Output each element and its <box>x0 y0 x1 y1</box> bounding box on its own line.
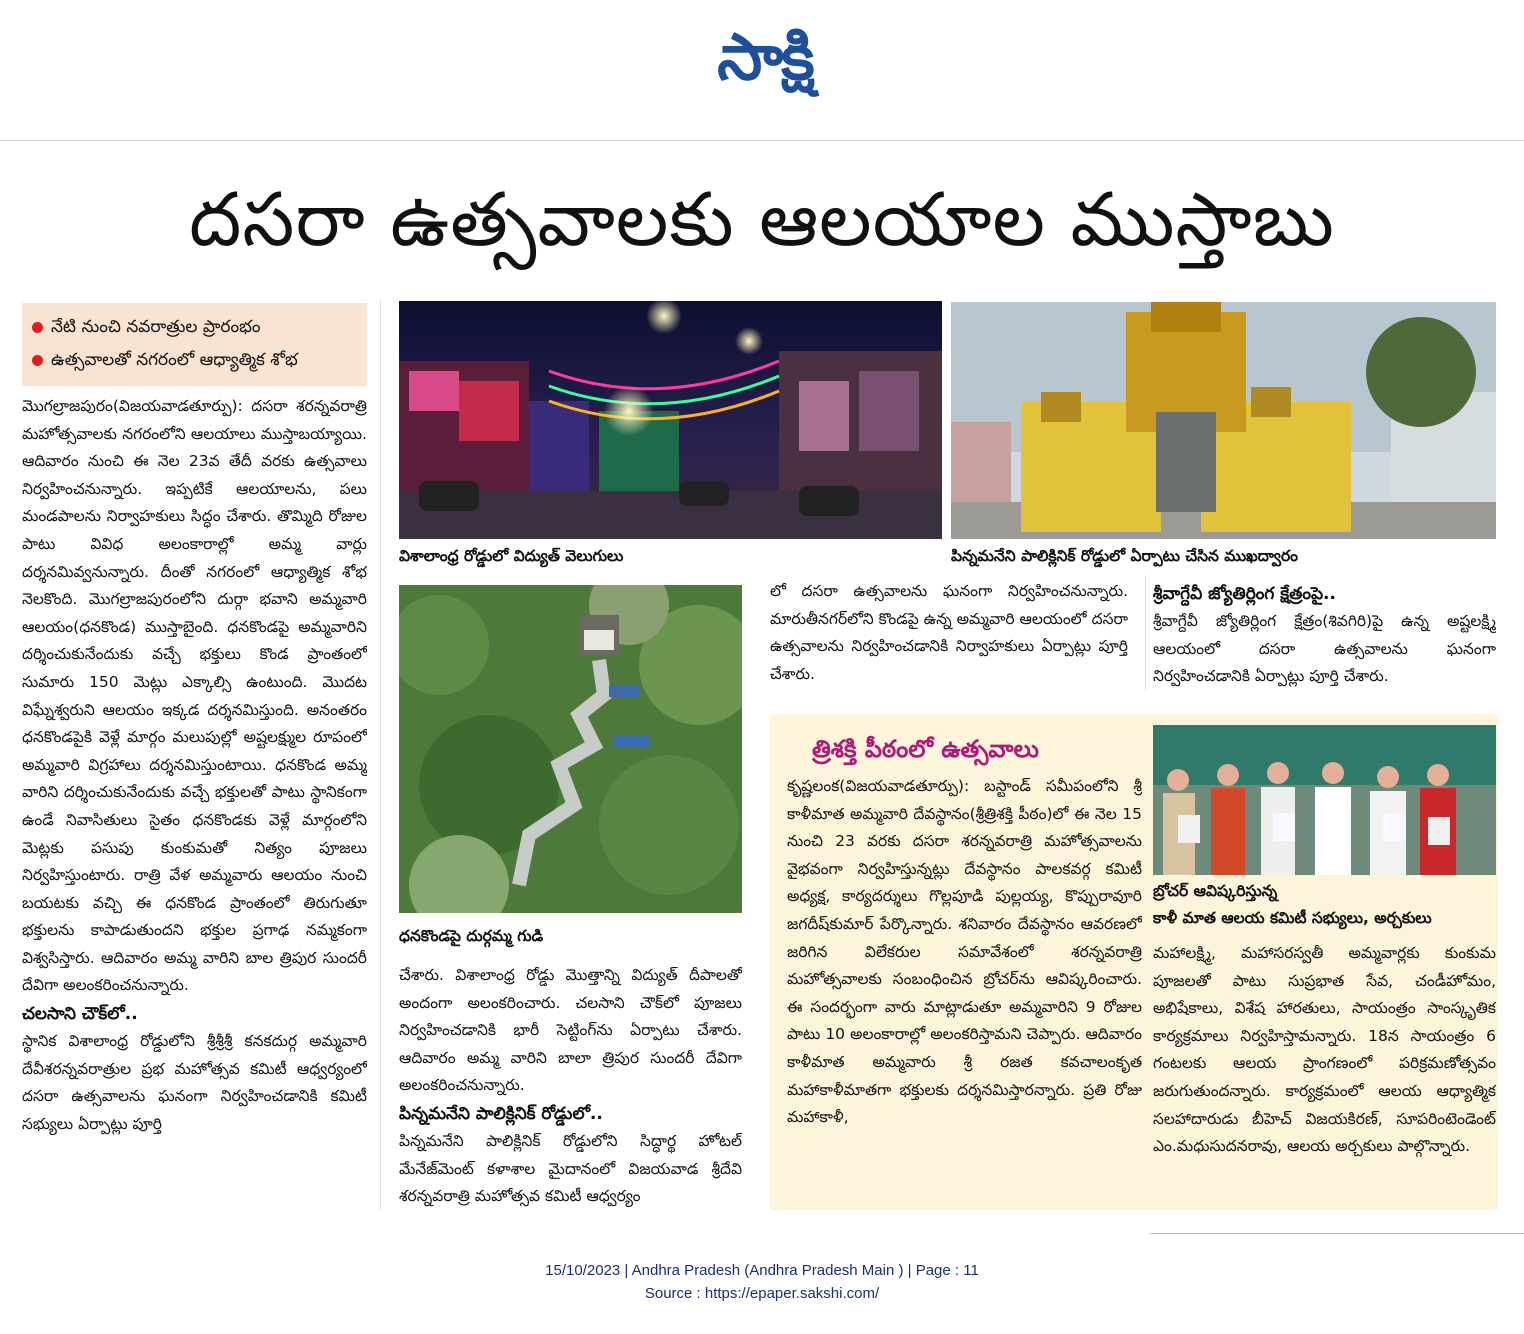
highlight-text: ఉత్సవాలతో నగరంలో ఆధ్యాత్మిక శోభ <box>51 350 298 370</box>
highlight-text: నేటి నుంచి నవరాత్రుల ప్రారంభం <box>51 317 261 337</box>
caption-committee-line-1: బ్రోచర్‌ ఆవిష్కరిస్తున్న <box>1153 882 1278 900</box>
caption-committee-line-2: కాళీ మాత ఆలయ కమిటీ సభ్యులు, అర్చకులు <box>1153 909 1432 927</box>
article-paragraph: శ్రీవాగ్దేవీ జ్యోతిర్లింగ క్షేత్రం(శివగిరి)పై ఉన్న అష్టలక్ష్మి ఆలయంలో దసరా ఉత్సవాలను ఘనంగా నిర్వహించడానికి ఏర్పాట్లు పూర్తి చేశారు. <box>1153 612 1496 686</box>
subheading-vagdevi: శ్రీవాగ్దేవీ జ్యోతిర్లింగ క్షేత్రంపై.. <box>1153 584 1336 604</box>
caption-hill-temple: ధనకొండపై దుర్గమ్మ గుడి <box>399 927 544 945</box>
footer-source-link[interactable]: Source : https://epaper.sakshi.com/ <box>644 1285 880 1302</box>
caption-entrance-arch: పిన్నమనేని పాలిక్లినిక్‌ రోడ్డులో ఏర్పాటు చేసిన ముఖద్వారం <box>951 547 1299 565</box>
article-paragraph: చేశారు. విశాలాంధ్ర రోడ్డు మొత్తాన్ని విద్యుత్‌ దీపాలతో అందంగా అలంకరించారు. చలసాని చౌక్‌లో పూజలు నిర్వహించడానికి భారీ సెట్టింగ్‌ను ఏర్పాటు చేశారు. ఆదివారం అమ్మ వారిని బాలా త్రిపుర సుందరీ దేవిగా అలంకరించనున్నారు. <box>399 966 742 1095</box>
article-column-4 <box>1153 580 1496 695</box>
sakshi-logo[interactable]: సాక్షి <box>717 20 813 95</box>
article-column-3 <box>770 578 1128 693</box>
column-divider <box>380 300 381 1210</box>
photo-hill-temple <box>399 585 742 913</box>
highlights-box <box>22 303 367 386</box>
headline: దసరా ఉత్సవాలకు ఆలయాల ముస్తాబు <box>189 177 1335 263</box>
red-bullet-icon <box>32 322 43 333</box>
article-paragraph: స్థానిక విశాలాంధ్ర రోడ్డులోని శ్రీశ్రీశ్రీ కనకదుర్గ అమ్మవారి దేవీశరన్నవరాత్రుల ప్రభ మహోత్సవ కమిటీ ఆధ్వర్యంలో దసరా ఉత్సవాలను ఘనంగా నిర్వహించడానికి కమిటీ సభ్యులు ఏర్పాట్లు పూర్తి <box>22 1032 367 1133</box>
trishakti-lead <box>787 773 1142 1183</box>
trishakti-lead-text: కృష్ణలంక(విజయవాడతూర్పు): బస్టాండ్‌ సమీపంలోని శ్రీ కాళీమాత అమ్మవారి దేవస్థానం(శ్రీత్రిశక్తి పీఠం)లో ఈ నెల 15 నుంచి 23 వరకు దసరా శరన్నవరాత్రి మహోత్సవాలను వైభవంగా నిర్వహిస్తున్నట్లు దేవస్థానం పాలకవర్గ కమిటీ అధ్యక్ష, కార్యదర్శులు గొల్లపూడి పుల్లయ్య, కొప్పురావూరి జగదీష్‌కుమార్‌ పేర్కొన్నారు. శనివారం దేవస్థానం ఆవరణలో జరిగిన విలేకరుల సమావేశంలో శరన్నవరాత్రి మహోత్సవాలకు సంబంధించిన బ్రోచర్‌ను ఆవిష్కరించారు. ఈ సందర్భంగా వారు మాట్లాడుతూ అమ్మవారిని 9 రోజుల పాటు 10 అలంకారాల్లో అలంకరిస్తామని చెప్పారు. ఆదివారం కాళీమాత అమ్మవారు శ్రీ రజత కవచాలంకృత మహాకాళీమాతగా భక్తులకు దర్శనమిస్తారన్నారు. ప్రతి రోజు మహాకాళీ, <box>787 777 1142 1127</box>
photo-committee-members <box>1153 725 1496 875</box>
article-paragraph: పిన్నమనేని పాలిక్లినిక్‌ రోడ్డులోని సిద్ధార్థ హోటల్‌ మేనేజ్‌మెంట్‌ కళాశాల మైదానంలో విజయవాడ శ్రీదేవి శరన్నవరాత్రి మహోత్సవ కమిటీ ఆధ్వర్యం <box>399 1131 742 1206</box>
red-bullet-icon <box>32 355 43 366</box>
masthead <box>0 0 1524 141</box>
article-column-1 <box>22 393 367 1215</box>
trishakti-heading: త్రిశక్తి పీఠంలో ఉత్సవాలు <box>812 735 1039 763</box>
highlight-item <box>32 311 357 344</box>
highlight-item <box>32 344 357 377</box>
subheading-chalasani: చలసాని చౌక్‌లో.. <box>22 1004 138 1025</box>
footer-divider <box>1150 1233 1524 1234</box>
photo-entrance-arch <box>951 302 1496 539</box>
subheading-pinnamaneni: పిన్నమనేని పాలిక్లినిక్‌ రోడ్డులో.. <box>399 1103 603 1124</box>
article-column-2 <box>399 962 742 1222</box>
column-divider <box>1145 575 1146 690</box>
caption-street-lights: విశాలాంధ్ర రోడ్డులో విద్యుత్‌ వెలుగులు <box>399 547 624 565</box>
footer-date-edition: 15/10/2023 | Andhra Pradesh (Andhra Pradesh Main ) | Page : 11 <box>545 1262 979 1279</box>
article-lead: మొగల్రాజపురం(విజయవాడతూర్పు): దసరా శరన్నవరాత్రి మహోత్సవాలకు నగరంలోని ఆలయాలు ముస్తాబయ్యాయి. ఆదివారం నుంచి ఈ నెల 23వ తేదీ వరకు ఉత్సవాలు నిర్వహించనున్నారు. ఇప్పటికే ఆలయాలను, పలు మండపాలను నిర్వాహకులు సిద్ధం చేశారు. తొమ్మిది రోజుల పాటు వివిధ అలంకారాల్లో అమ్మ వార్లు దర్శనమివ్వనున్నారు. దీంతో నగరంలో ఆధ్యాత్మిక శోభ నెలకొంది. మొగల్రాజపురంలోని దుర్గా భవాని అమ్మవారి ఆలయం(ధనకొండ) ముస్తాబైంది. ధనకొండపై అమ్మవారిని దర్శించుకునేందుకు వచ్చే భక్తులు కొండ ప్రాంతంలో సుమారు 150 మెట్లు ఎక్కాల్సి ఉంటుంది. మొదట విఘ్నేశ్వరుని ఆలయం ఇక్కడ దర్శనమిస్తుంది. అనంతరం ధనకొండపైకి వెళ్లే మార్గం మలుపుల్లో అష్టలక్ష్ముల రూపంలో అమ్మవారి విగ్రహాలు దర్శనమిస్తుంటాయి. ధనకొండ అమ్మ వారిని దర్శించుకునేందుకు వచ్చే భక్తులతో పాటు స్థానికంగా ఉండే నివాసితులు సైతం ధనకొండకు వెళ్లే మార్గంలోని మెట్లకు పసుపు కుంకుమతో నిత్యం పూజలు నిర్వహిస్తుంటారు. రాత్రి వేళ అమ్మవారు ఆలయం నుంచి బయటకు వచ్చి ఈ ధనకొండ ప్రాంతంలో తిరుగుతూ భక్తులను కాపాడుతుందని భక్తుల ప్రగాఢ నమ్మకంగా విశ్వసిస్తారు. ఆదివారం అమ్మ వారిని బాల త్రిపుర సుందరీ దేవిగా అలంకరించనున్నారు. <box>22 397 367 995</box>
trishakti-continued <box>1153 940 1496 1190</box>
photo-street-lights <box>399 301 942 539</box>
article-paragraph: లో దసరా ఉత్సవాలను ఘనంగా నిర్వహించనున్నారు. మారుతీనగర్‌లోని కొండపై ఉన్న అమ్మవారి ఆలయంలో దసరా ఉత్సవాలను నిర్వహించడానికి నిర్వాహకులు ఏర్పాట్లు పూర్తి చేశారు. <box>770 582 1128 683</box>
trishakti-continued-text: మహాలక్ష్మి, మహాసరస్వతీ అమ్మవార్లకు కుంకుమ పూజలతో పాటు సుప్రభాత సేవ, చండీహోమం, అభిషేకాలు, విశేష హారతులు, సాయంత్రం సాంస్కృతిక కార్యక్రమాలు నిర్వహిస్తామన్నారు. 18న సాయంత్రం 6 గంటలకు ఆలయ ప్రాంగణంలో పరిక్రమణోత్సవం జరుగుతుందన్నారు. కార్యక్రమంలో ఆలయ ఆధ్యాత్మిక సలహాదారుడు బీహెచ్‌ విజయకిరణ్‌, సూపరింటెండెంట్‌ ఎం.మధుసుదనరావు, ఆలయ అర్చకులు పాల్గొన్నారు. <box>1153 944 1496 1156</box>
